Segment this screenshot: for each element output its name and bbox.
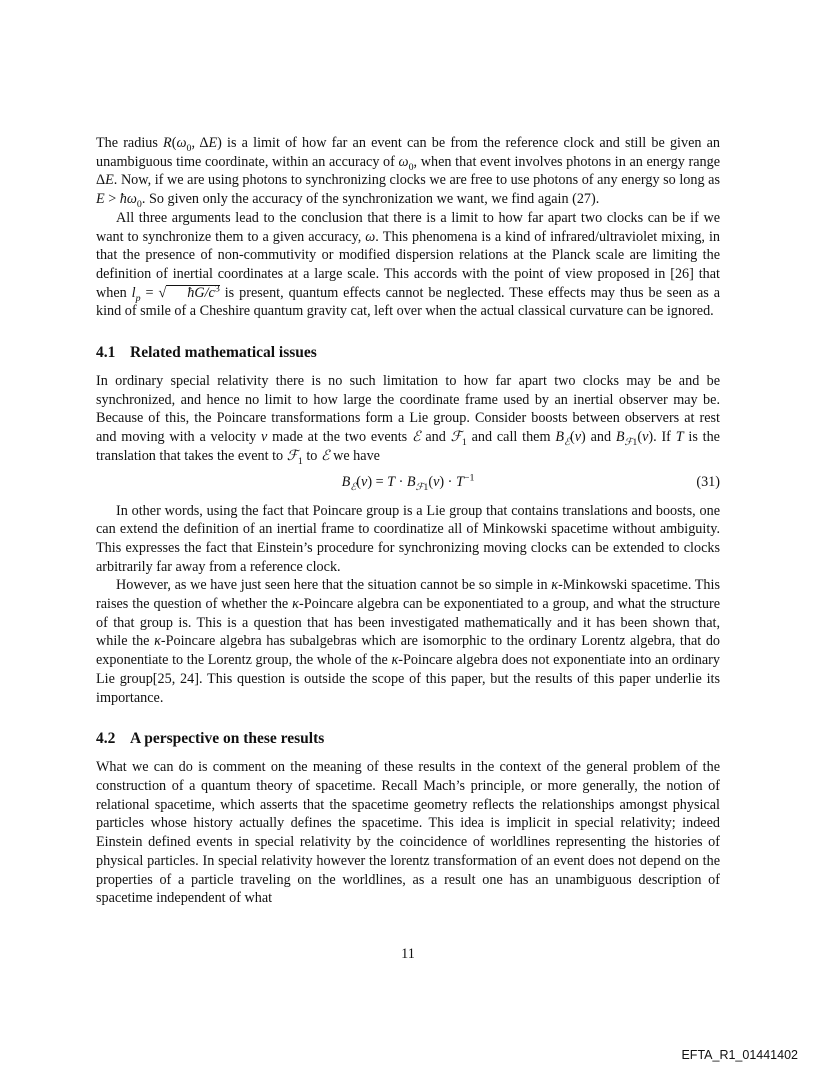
page-number: 11 bbox=[401, 946, 415, 962]
paragraph-3: In ordinary special relativity there is no such limitation to how far apart two clocks may be and be synchronized, and hence no limit to how large the coordinate frame used by an inertial observer may be. Because of this, the Poincare transformations form a Lie group. Consider boosts between observers at rest and moving with a velocity v made at the two events ℰ and ℱ$_1$ and call them $B_ℰ(v)$ and $B_{ℱ1}(v)$. If T is the translation that takes the event to ℱ$_1$ to ℰ we have bbox=[96, 373, 720, 467]
paragraph-4: In other words, using the fact that Poincare group is a Lie group that contains translations and boosts, one can extend the definition of an inertial frame to coordinatize all of Minkowski spacetime without ambiguity. This expresses the fact that Einstein’s procedure for synchronizing moving clocks can be extended to clocks arbitrarily far away from a reference clock. bbox=[96, 502, 720, 575]
paragraph-5: However, as we have just seen here that the situation cannot be so simple in κ-Minkowski spacetime. This raises the question of whether the κ-Poincare algebra can be exponentiated to a group, and what the structure of that group is. This is a question that has been investigated mathematically and it has been shown that, while the κ-Poincare algebra has subalgebras which are isomorphic to the ordinary Lorentz algebra, that do exponentiate to the Lorentz group, the whole of the κ-Poincare algebra does not exponentiate into an ordinary Lie group[25, 24]. This question is outside the scope of this paper, but the results of this paper underlie its importance. bbox=[96, 577, 721, 706]
paragraph-1: The radius $R(\omega_0$, ΔE) is a limit of how far an event can be from the reference clock and still be given an unambiguous time coordinate, within an accuracy of $\omega_0$, when that event involves photons in an energy range ΔE. Now, if we are using photons to synchronizing clocks we are free to use photons of any energy so long as $E > ħ\omega_0$. So given only the accuracy of the synchronization we want, we find again (27). bbox=[96, 135, 721, 210]
equation-number: (31) bbox=[696, 473, 720, 490]
paper-page bbox=[96, 134, 720, 908]
equation-31 bbox=[96, 466, 720, 502]
section-heading-4-1: 4.1 Related mathematical issues bbox=[96, 344, 317, 362]
equation-body: $B_ℰ(v) = T \cdot B_{ℱ1}(v) \cdot T^{-1}$ bbox=[341, 471, 475, 493]
section-heading-4-2: 4.2 A perspective on these results bbox=[96, 730, 325, 748]
paragraph-2: All three arguments lead to the conclusion that there is a limit to how far apart two clocks can be if we want to synchronize them to a given accuracy, ω. This phenomena is a kind of infrared/ultraviolet mixing, in that the presence of non-commutivity or modified dispersion relations at the Planck scale are limiting the definition of inertial coordinates at a large scale. This accords with the point of view proposed in [26] that when $l_p$ = √ $ħG/c^3$ is present, quantum effects cannot be neglected. These effects may thus be seen as a kind of smile of a Cheshire quantum gravity cat, left over when the actual classical curvature can be ignored. bbox=[96, 209, 720, 320]
document-id: EFTA_R1_01441402 bbox=[681, 1048, 798, 1062]
paragraph-6: What we can do is comment on the meaning of these results in the context of the general problem of the construction of a quantum theory of spacetime. Recall Mach’s principle, or more generally, the notion of relational spacetime, which asserts that the spacetime geometry reflects the relationships amongst physical particles whose history actually defines the spacetime. This idea is implicit in special relativity; indeed Einstein defined events in special relativity by the coincidence of worldlines representing the histories of physical particles. In special relativity however the lorentz transformation of an event does not depend on the properties of a particle traveling on the worldlines, as a result one has an unambiguous description of spacetime independent of what bbox=[96, 759, 720, 907]
